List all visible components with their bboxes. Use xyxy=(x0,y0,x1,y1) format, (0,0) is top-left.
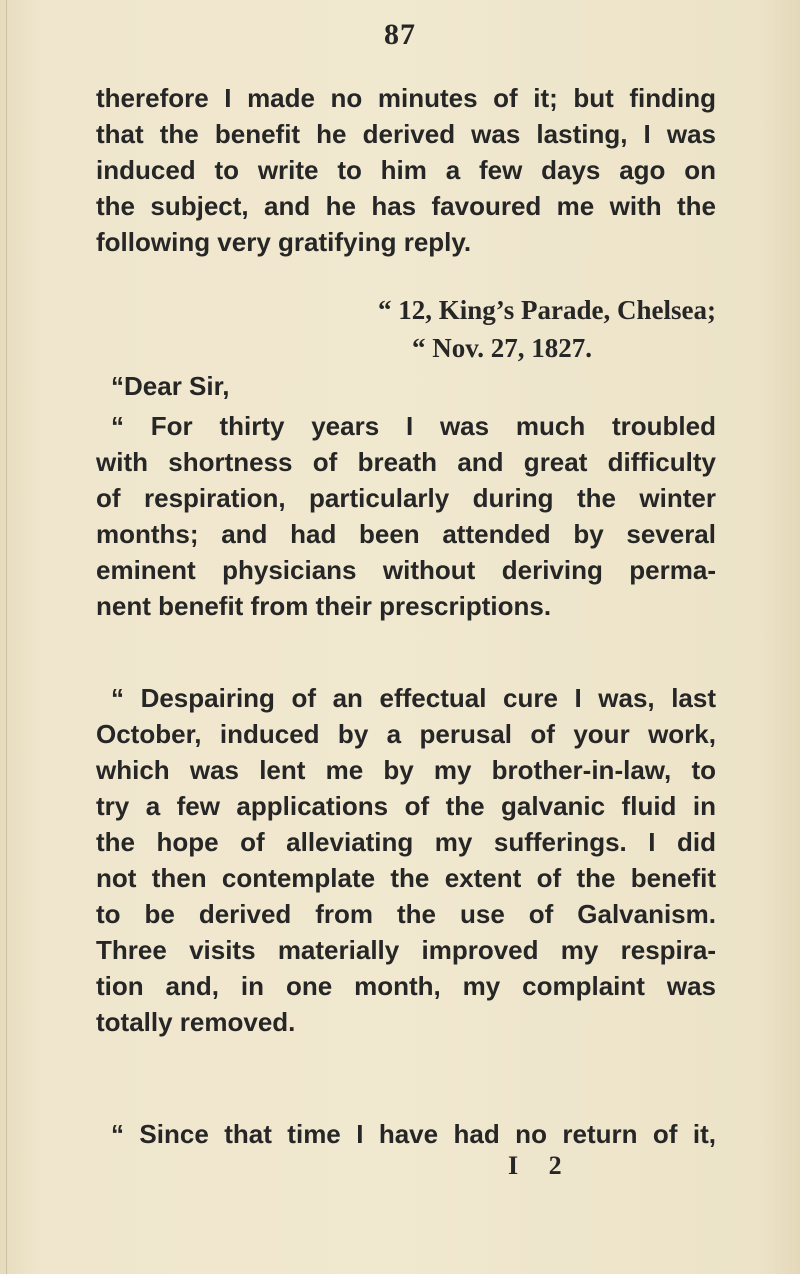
text-line: the subject, and he has favoured me with the xyxy=(96,191,716,221)
text-line: which was lent me by my brother-in-law, to xyxy=(96,755,716,785)
text-line: “ Since that time I have had no return of it, xyxy=(111,1119,716,1149)
text-line: eminent physicians without deriving perma- xyxy=(96,555,716,585)
letter-address: “ 12, King’s Parade, Chelsea; xyxy=(378,295,716,325)
text-line: with shortness of breath and great difficulty xyxy=(96,447,716,477)
letter-date: “ Nov. 27, 1827. xyxy=(412,333,593,363)
text-line: totally removed. xyxy=(96,1007,296,1037)
paragraph-4 xyxy=(96,1116,716,1152)
text-line: following very gratifying reply. xyxy=(96,227,472,257)
text-line: “ Despairing of an effectual cure I was, last xyxy=(111,683,716,713)
text-line: months; and had been attended by several xyxy=(96,519,716,549)
paragraph-3 xyxy=(96,680,716,1040)
text-line: therefore I made no minutes of it; but finding xyxy=(96,83,716,113)
text-line: “ For thirty years I was much troubled xyxy=(111,411,716,441)
text-line: the hope of alleviating my sufferings. I did xyxy=(96,827,716,857)
text-line: to be derived from the use of Galvanism. xyxy=(96,899,716,929)
text-line: tion and, in one month, my complaint was xyxy=(96,971,716,1001)
paragraph-2 xyxy=(96,408,716,624)
text-line: try a few applications of the galvanic fluid in xyxy=(96,791,716,821)
paragraph-1 xyxy=(96,80,716,260)
text-line: nent benefit from their prescriptions. xyxy=(96,591,552,621)
text-line: Three visits materially improved my respira- xyxy=(96,935,716,965)
text-line: October, induced by a perusal of your work, xyxy=(96,719,716,749)
letter-salutation: “Dear Sir, xyxy=(111,371,230,401)
gutter-edge xyxy=(6,0,7,1274)
text-line: not then contemplate the extent of the benefit xyxy=(96,863,716,893)
signature-mark: I 2 xyxy=(508,1151,574,1180)
text-line: induced to write to him a few days ago on xyxy=(96,155,716,185)
page-number: 87 xyxy=(384,18,416,51)
text-line: of respiration, particularly during the winter xyxy=(96,483,716,513)
text-line: that the benefit he derived was lasting, I was xyxy=(96,119,716,149)
